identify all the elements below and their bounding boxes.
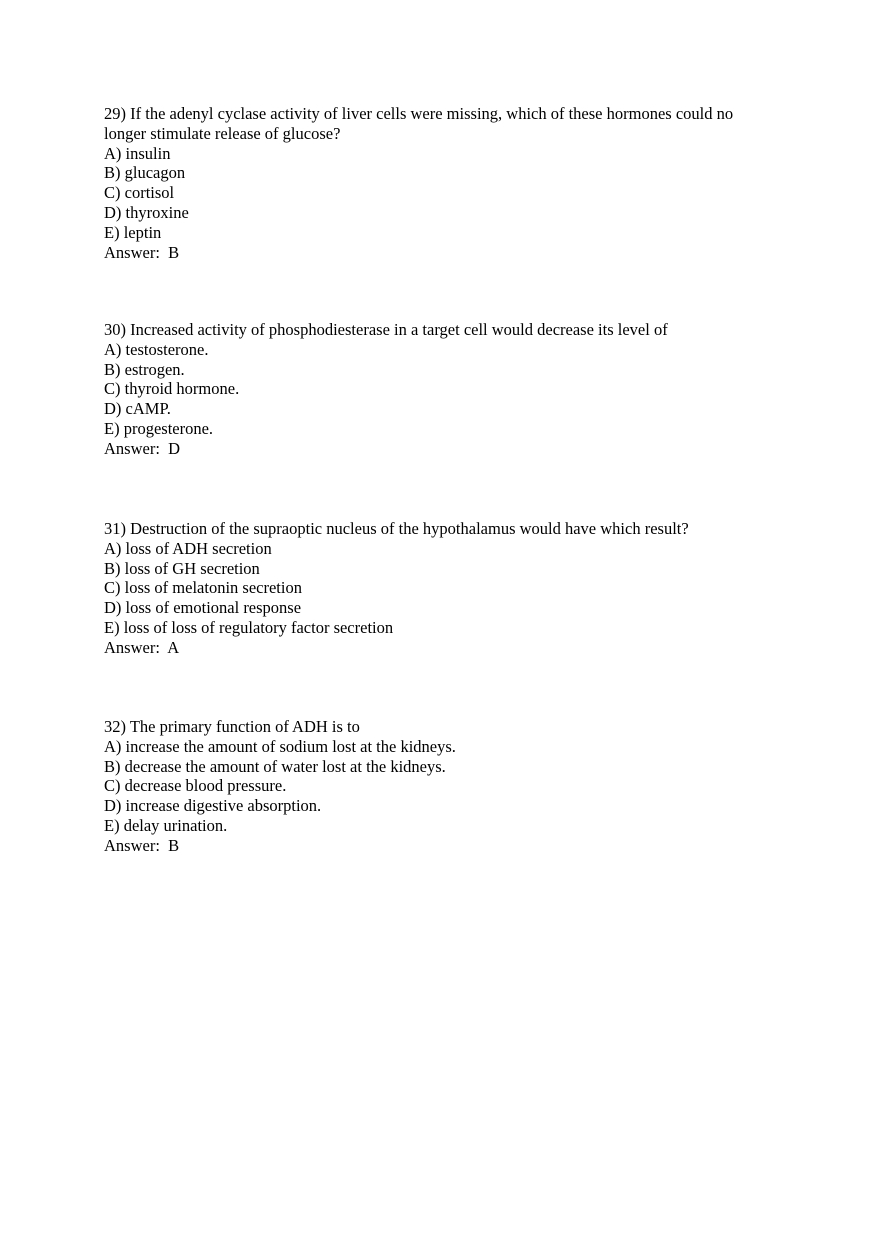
answer: Answer: A	[104, 637, 180, 657]
option-c: C) thyroid hormone.	[104, 379, 240, 399]
option-d: D) loss of emotional response	[104, 598, 302, 618]
question-31	[104, 519, 772, 658]
option-e: E) delay urination.	[104, 815, 228, 835]
option-d: D) thyroxine	[104, 202, 189, 222]
option-b: B) loss of GH secretion	[104, 558, 260, 578]
answer: Answer: D	[104, 438, 181, 458]
question-30	[104, 320, 772, 459]
question-stem: 30) Increased activity of phosphodiesterase in a target cell would decrease its level of	[104, 320, 668, 339]
option-c: C) decrease blood pressure.	[104, 776, 287, 796]
option-b: B) estrogen.	[104, 359, 185, 379]
option-a: A) loss of ADH secretion	[104, 538, 272, 558]
option-a: A) increase the amount of sodium lost at the kidneys.	[104, 736, 456, 756]
answer: Answer: B	[104, 835, 180, 855]
question-stem: 32) The primary function of ADH is to	[104, 717, 360, 736]
option-e: E) leptin	[104, 222, 162, 242]
option-e: E) loss of loss of regulatory factor secretion	[104, 617, 394, 637]
question-stem: 31) Destruction of the supraoptic nucleus of the hypothalamus would have which result?	[104, 519, 689, 538]
option-d: D) increase digestive absorption.	[104, 796, 322, 816]
question-stem: 29) If the adenyl cyclase activity of liver cells were missing, which of these hormones could no longer stimulate release of glucose?	[104, 104, 734, 143]
option-a: A) testosterone.	[104, 339, 209, 359]
option-b: B) decrease the amount of water lost at the kidneys.	[104, 756, 446, 776]
answer: Answer: B	[104, 242, 180, 262]
option-e: E) progesterone.	[104, 418, 214, 438]
option-c: C) loss of melatonin secretion	[104, 578, 302, 598]
question-29	[104, 104, 772, 262]
option-a: A) insulin	[104, 143, 171, 163]
question-32	[104, 717, 772, 856]
option-c: C) cortisol	[104, 183, 175, 203]
option-d: D) cAMP.	[104, 399, 171, 419]
option-b: B) glucagon	[104, 163, 186, 183]
